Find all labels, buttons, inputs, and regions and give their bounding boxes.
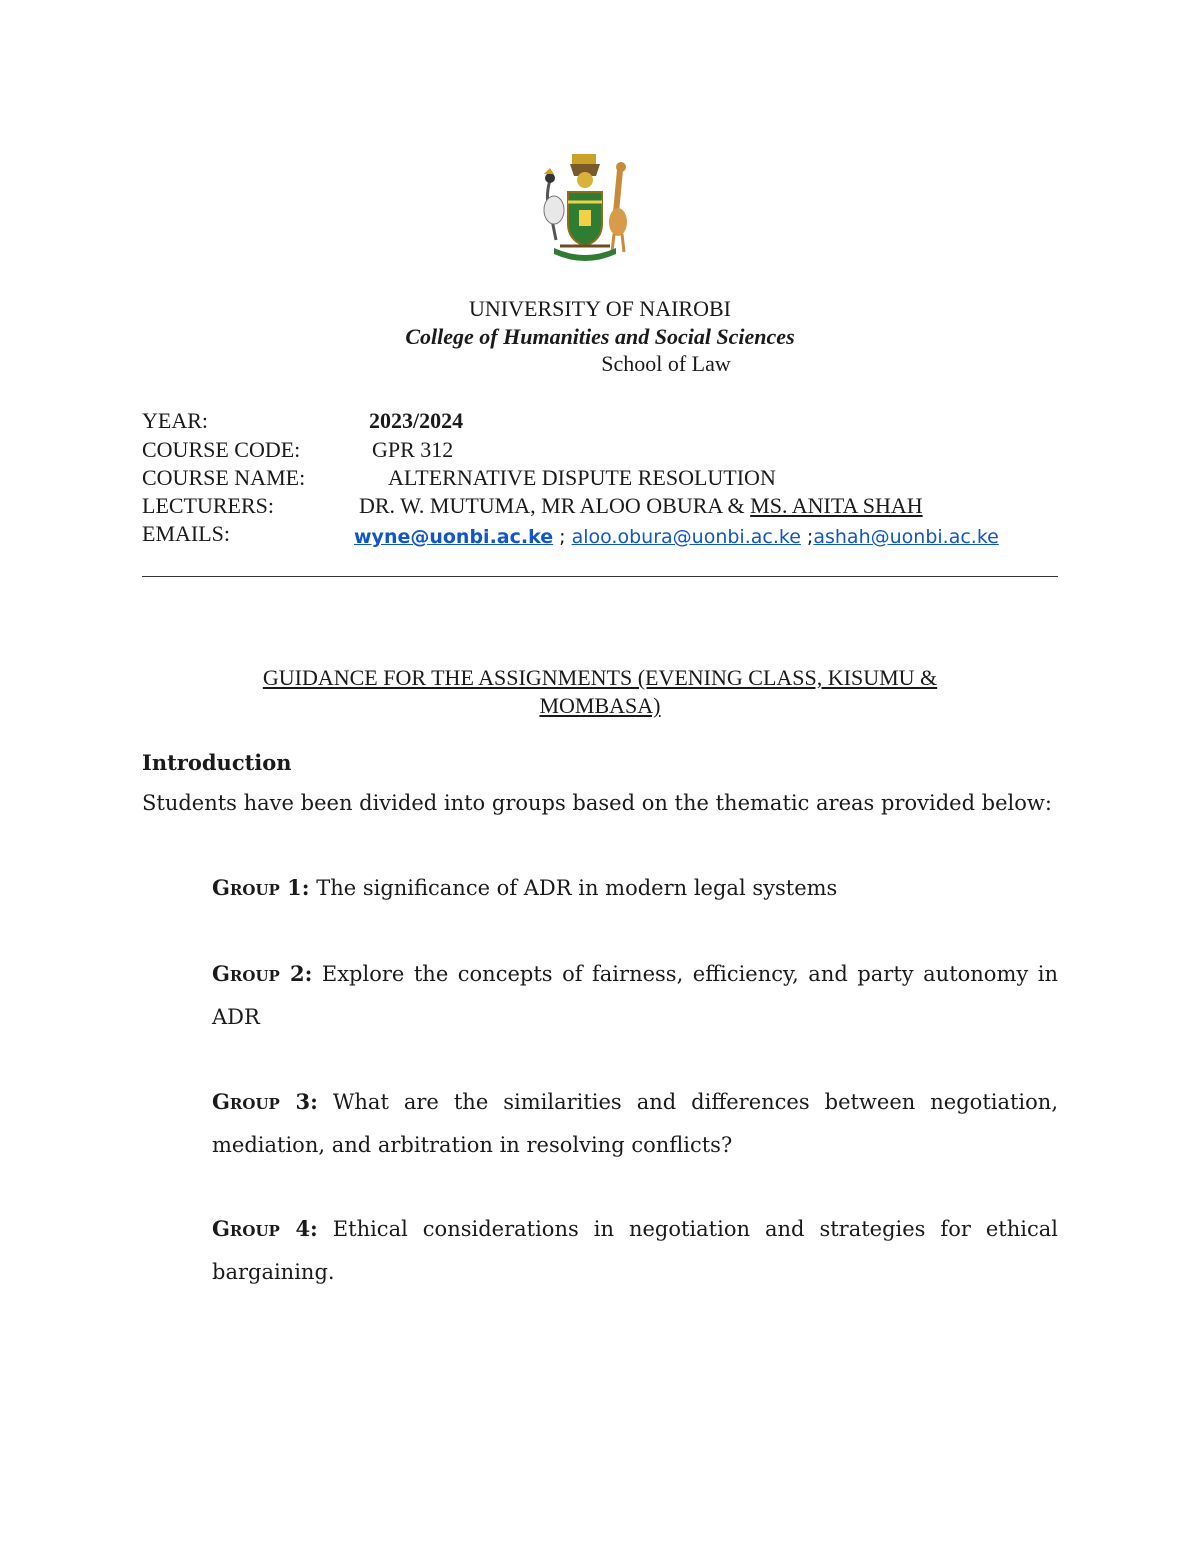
group-1-text: The significance of ADR in modern legal systems (309, 876, 838, 900)
group-3-text: What are the similarities and differences between negotiation, mediation, and arbitration in resolving conflicts? (212, 1090, 1058, 1157)
group-3-item (212, 1080, 1058, 1167)
email-link-shah[interactable]: ashah@uonbi.ac.ke (813, 526, 999, 548)
course-name-value: ALTERNATIVE DISPUTE RESOLUTION (388, 465, 776, 490)
email-separator: ; (800, 526, 814, 548)
emails-label: EMAILS: (142, 521, 230, 546)
college-name: College of Humanities and Social Sciences (405, 324, 795, 349)
group-1-label: Group 1: (212, 875, 310, 900)
email-link-mutuma[interactable]: wyne@uonbi.ac.ke (354, 526, 554, 548)
university-name: UNIVERSITY OF NAIROBI (469, 296, 731, 321)
school-name: School of Law (601, 351, 731, 376)
email-separator: ; (553, 526, 572, 548)
group-2-label: Group 2: (212, 961, 313, 986)
course-code-value: GPR 312 (372, 437, 454, 462)
introduction-text: Students have been divided into groups based on the thematic areas provided below: (142, 791, 1052, 815)
year-label: YEAR: (142, 408, 208, 433)
course-name-label: COURSE NAME: (142, 465, 306, 490)
lecturers-value (359, 493, 923, 519)
lecturers-names: DR. W. MUTUMA, MR ALOO OBURA & (359, 493, 751, 518)
lecturer-underlined-name: MS. ANITA SHAH (750, 493, 923, 518)
group-3-label: Group 3: (212, 1089, 318, 1114)
group-2-item (212, 952, 1058, 1039)
introduction-heading: Introduction (142, 750, 292, 775)
year-value: 2023/2024 (369, 408, 464, 433)
group-4-item (212, 1207, 1058, 1294)
course-code-label: COURSE CODE: (142, 437, 301, 462)
group-4-label: Group 4: (212, 1216, 318, 1241)
university-crest-logo (530, 140, 640, 265)
group-1-item (212, 866, 1058, 910)
guidance-title (142, 664, 1058, 720)
group-4-text: Ethical considerations in negotiation and strategies for ethical bargaining. (212, 1217, 1058, 1284)
lecturers-label: LECTURERS: (142, 493, 275, 518)
emails-value (354, 523, 999, 549)
horizontal-divider (142, 576, 1058, 577)
group-2-text: Explore the concepts of fairness, efficiency, and party autonomy in ADR (212, 962, 1058, 1029)
guidance-title-line1: GUIDANCE FOR THE ASSIGNMENTS (EVENING CLASS, KISUMU & (262, 665, 938, 690)
email-link-obura[interactable]: aloo.obura@uonbi.ac.ke (571, 526, 801, 548)
guidance-title-line2: MOMBASA) (539, 693, 661, 718)
